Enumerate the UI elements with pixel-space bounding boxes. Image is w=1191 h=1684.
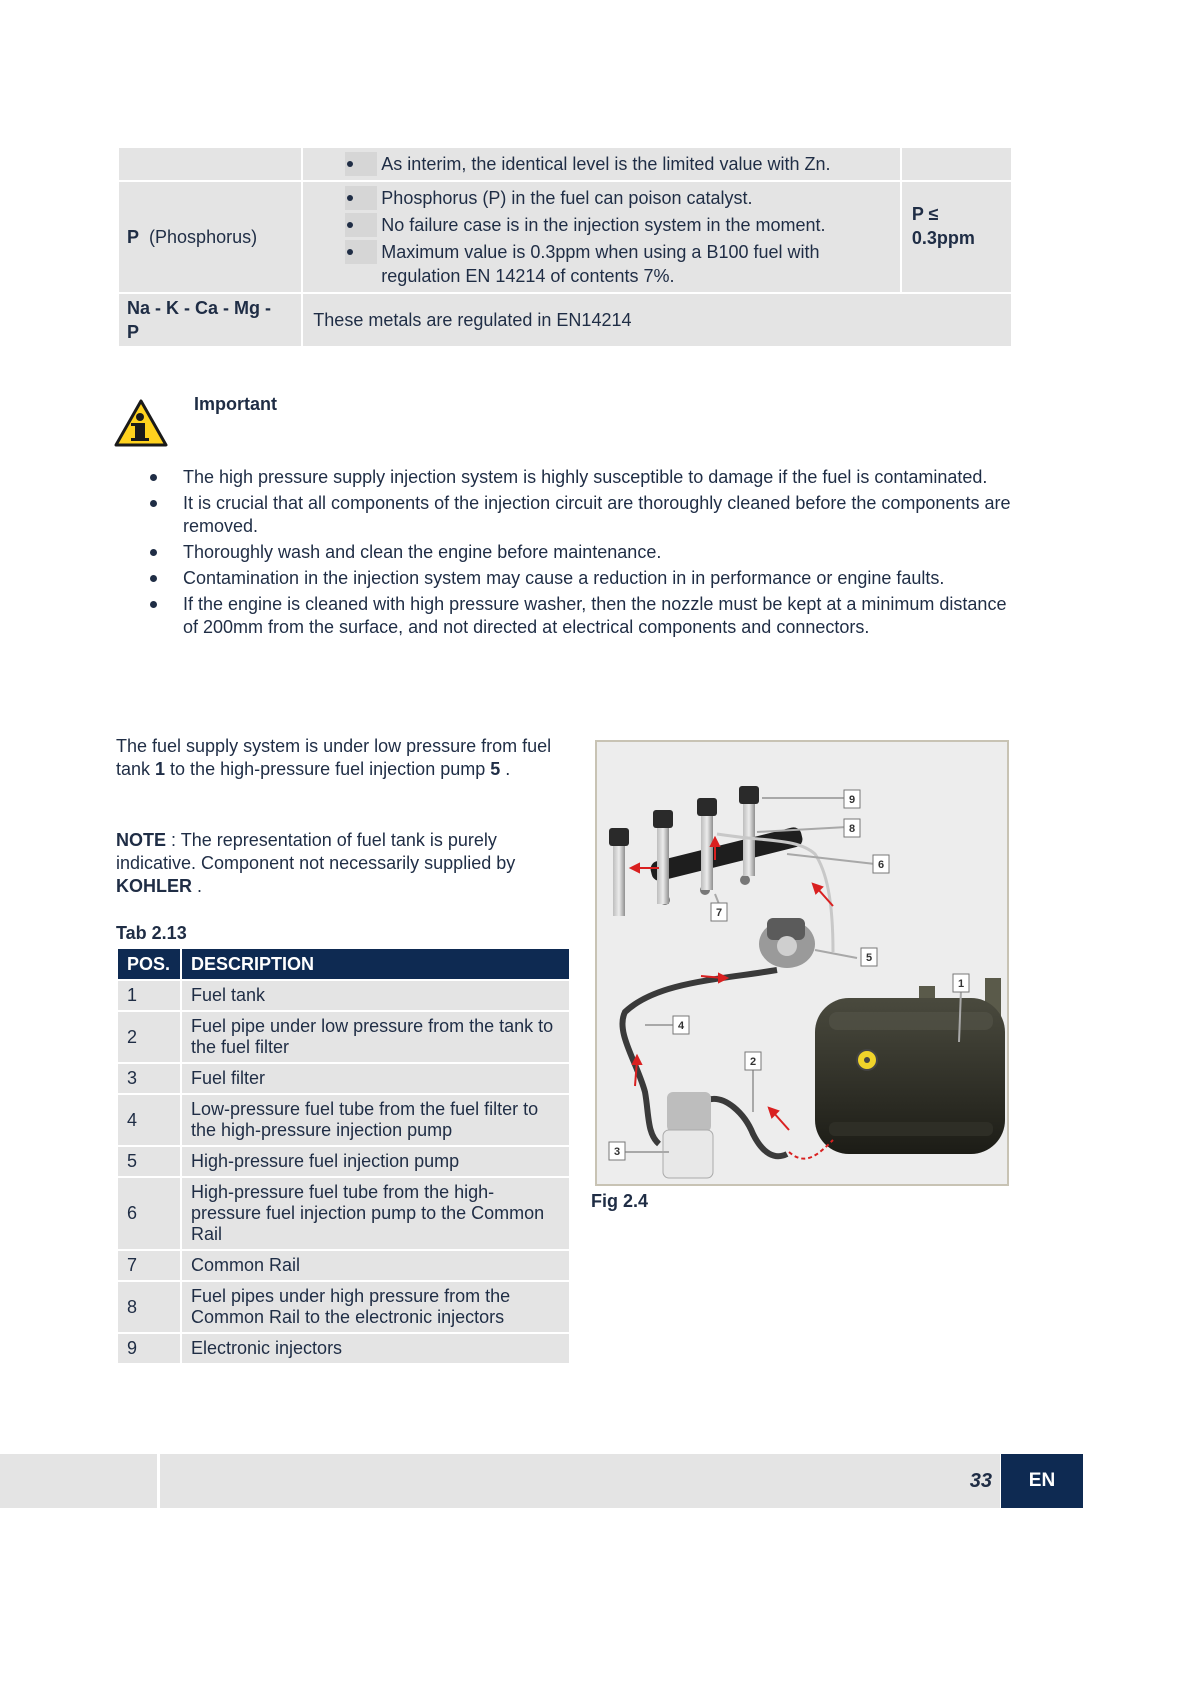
svg-text:3: 3 [613,1146,621,1158]
pos-cell: 1 [117,980,181,1011]
table-row [117,980,570,1011]
pos-cell: 4 [117,1094,181,1146]
column-header: POS. [117,948,181,980]
list-item: It is crucial that all components of the injection circuit are thoroughly cleaned before the components are removed. [147,492,1017,538]
fuel-tank [815,978,1005,1154]
desc-cell: Fuel pipe under low pressure from the tank to the fuel filter [181,1011,570,1063]
table-header-row [117,948,570,980]
table-row [117,1063,570,1094]
page-number: 33 [969,1470,992,1492]
common-rail [649,826,804,905]
list-item: Contamination in the injection system may cause a reduction in in performance or engine faults. [147,567,1017,590]
pos-cell: 6 [117,1177,181,1250]
footer-bar [160,1454,1000,1508]
callout-4 [673,1016,689,1034]
pos-cell: 8 [117,1281,181,1333]
callout-5 [861,948,877,966]
pos-cell: 3 [117,1063,181,1094]
limit-cell: P ≤ 0.3ppm [901,181,1012,293]
svg-text:9: 9 [848,794,856,806]
notes-list [345,152,890,176]
pos-cell: 9 [117,1333,181,1364]
table-row [117,1177,570,1250]
limit-cell [901,147,1012,181]
pos-cell: 7 [117,1250,181,1281]
figure-caption: Fig 2.4 [591,1191,649,1211]
desc-cell: Electronic injectors [181,1333,570,1364]
fuel-system-diagram [597,742,1007,1184]
list-item: Phosphorus (P) in the fuel can poison catalyst. [345,186,890,210]
fuel-filter [663,1092,713,1178]
list-item: Maximum value is 0.3ppm when using a B100 fuel with regulation EN 14214 of contents 7%. [345,240,890,288]
svg-text:4: 4 [677,1020,685,1032]
notes-cell [302,181,901,293]
pos-cell: 2 [117,1011,181,1063]
pos-cell: 5 [117,1146,181,1177]
bullet-icon [345,213,377,237]
callout-6 [873,855,889,873]
table-row [117,1333,570,1364]
desc-cell: Fuel tank [181,980,570,1011]
list-item: As interim, the identical level is the limited value with Zn. [345,152,890,176]
desc-cell: Fuel filter [181,1063,570,1094]
table-row [118,293,1012,347]
notes-list [345,186,890,288]
element-cell: P (Phosphorus) [118,181,302,293]
svg-text:7: 7 [715,907,723,919]
important-title: Important [194,394,277,414]
list-item: Thoroughly wash and clean the engine before maintenance. [147,541,1017,564]
desc-cell: Common Rail [181,1250,570,1281]
high-pressure-pump [759,918,815,968]
table-row [117,1011,570,1063]
list-item: No failure case is in the injection system in the moment. [345,213,890,237]
desc-cell: High-pressure fuel tube from the high-pressure fuel injection pump to the Common Rail [181,1177,570,1250]
table-row [117,1250,570,1281]
column-header: DESCRIPTION [181,948,570,980]
warning-info-icon [114,399,168,447]
fuel-pipes [622,834,833,1159]
table-row [117,1094,570,1146]
desc-cell: High-pressure fuel injection pump [181,1146,570,1177]
desc-cell: Fuel pipes under high pressure from the Common Rail to the electronic injectors [181,1281,570,1333]
svg-text:8: 8 [848,823,856,835]
important-bullets [147,466,1017,642]
callout-2 [745,1052,761,1070]
svg-text:2: 2 [749,1056,757,1068]
table-caption: Tab 2.13 [116,923,187,943]
table-row [117,1146,570,1177]
callout-9 [844,790,860,808]
table-row [118,181,1012,293]
bullet-icon [345,186,377,210]
element-cell: Na - K - Ca - Mg - P [118,293,302,347]
notes-cell: These metals are regulated in EN14214 [302,293,1012,347]
note-paragraph: NOTE : The representation of fuel tank is purely indicative. Component not necessarily supplied by KOHLER . [116,830,516,896]
element-cell [118,147,302,181]
intro-paragraph: The fuel supply system is under low pressure from fuel tank 1 to the high-pressure fuel injection pump 5 . [116,736,552,779]
list-item: The high pressure supply injection system is highly susceptible to damage if the fuel is contaminated. [147,466,1017,489]
svg-text:1: 1 [957,978,965,990]
table-row [118,147,1012,181]
svg-text:5: 5 [865,952,873,964]
callout-1 [953,974,969,992]
callout-8 [844,819,860,837]
desc-cell: Low-pressure fuel tube from the fuel filter to the high-pressure injection pump [181,1094,570,1146]
footer-left-block [0,1454,157,1508]
callout-3 [609,1142,625,1160]
table-row [117,1281,570,1333]
svg-text:6: 6 [877,859,885,871]
bullet-icon [345,240,377,264]
notes-cell [302,147,901,181]
bullet-icon [345,152,377,176]
language-badge: EN [1001,1454,1083,1508]
callout-7 [711,903,727,921]
fuel-system-illustration [595,740,1009,1186]
metal-limits-table [117,146,1013,348]
fuel-system-parts-table [116,947,571,1365]
list-item: If the engine is cleaned with high pressure washer, then the nozzle must be kept at a minimum distance of 200mm from the surface, and not directed at electrical components and connectors. [147,593,1017,639]
